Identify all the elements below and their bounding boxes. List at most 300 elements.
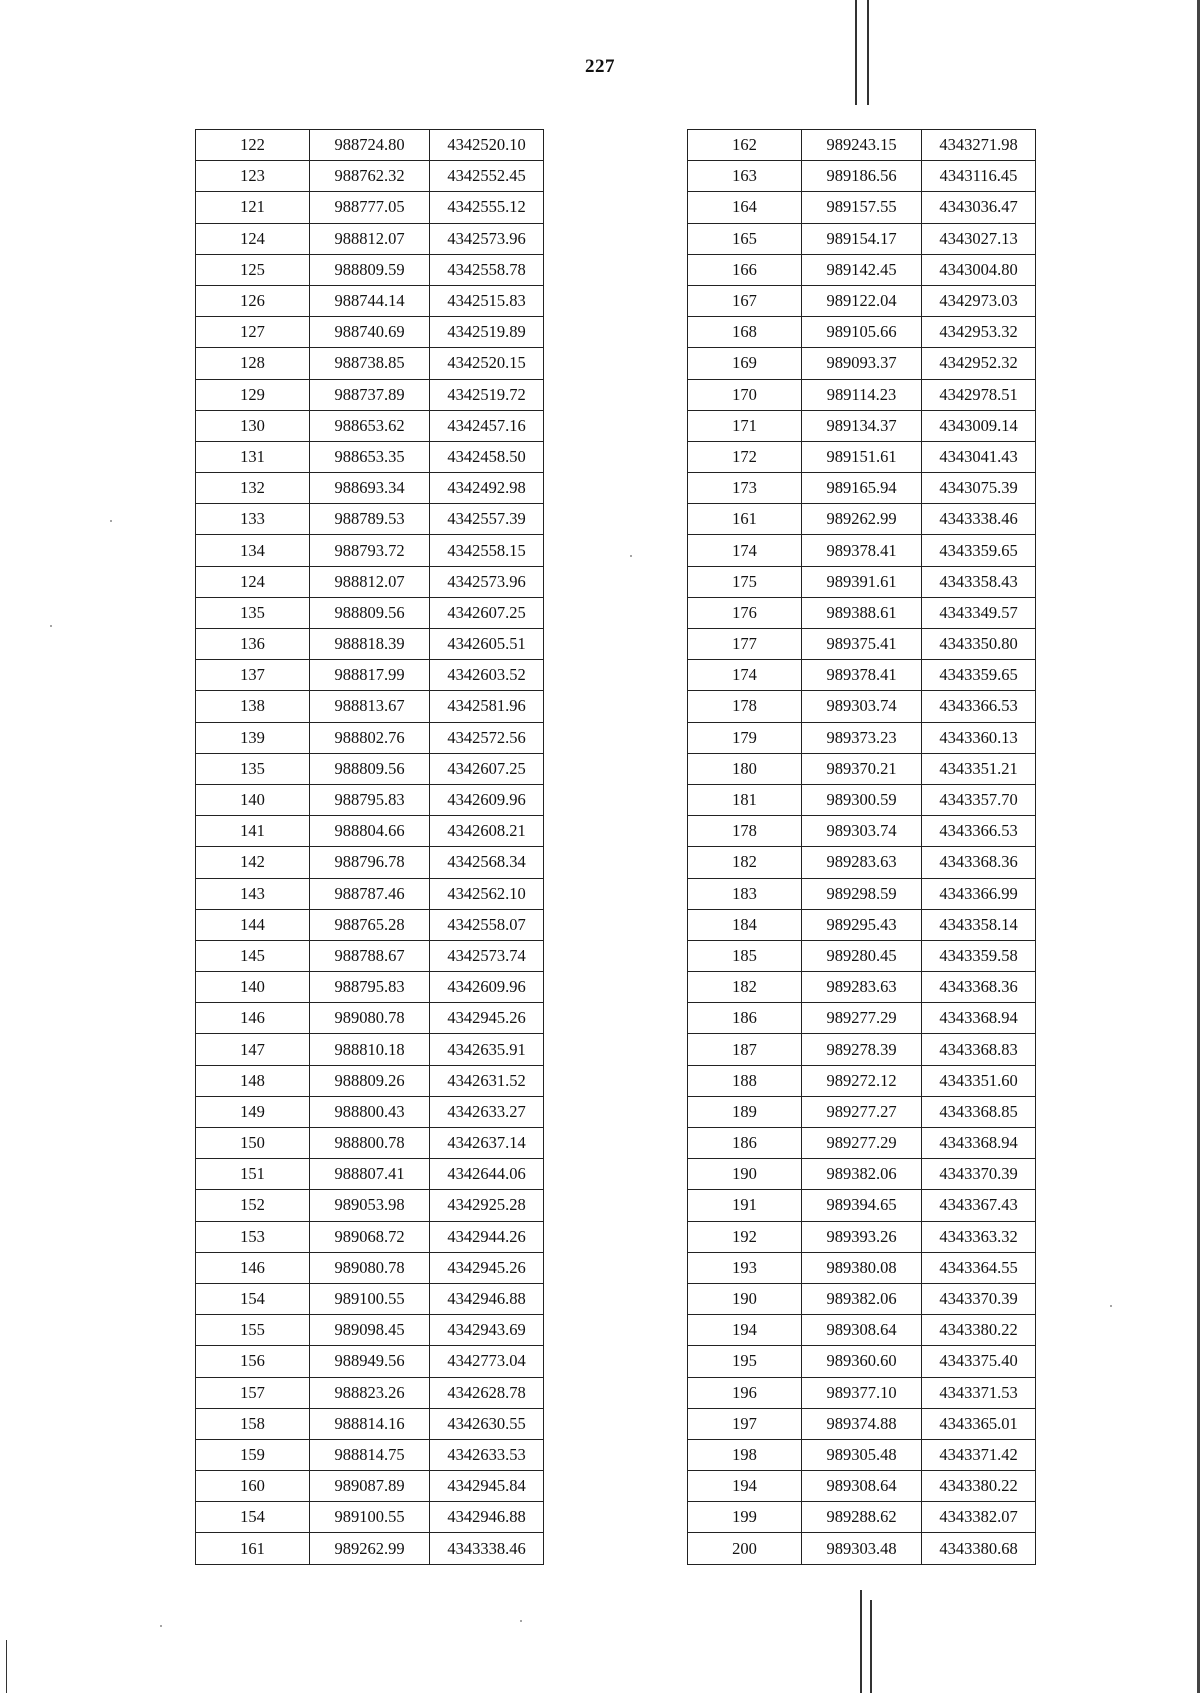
y-coordinate-cell: 4343027.13 <box>922 223 1036 254</box>
y-coordinate-cell: 4342773.04 <box>430 1346 544 1377</box>
y-coordinate-cell: 4342558.78 <box>430 254 544 285</box>
point-id-cell: 189 <box>688 1096 802 1127</box>
scan-binding-mark-top-b <box>867 0 869 105</box>
point-id-cell: 125 <box>196 254 310 285</box>
table-row <box>196 816 544 847</box>
table-row <box>688 660 1036 691</box>
y-coordinate-cell: 4343382.07 <box>922 1502 1036 1533</box>
x-coordinate-cell: 989262.99 <box>310 1533 430 1564</box>
point-id-cell: 163 <box>688 161 802 192</box>
table-row <box>688 1315 1036 1346</box>
x-coordinate-cell: 988795.83 <box>310 972 430 1003</box>
y-coordinate-cell: 4343351.21 <box>922 753 1036 784</box>
table-row <box>196 660 544 691</box>
point-id-cell: 190 <box>688 1283 802 1314</box>
x-coordinate-cell: 988809.59 <box>310 254 430 285</box>
x-coordinate-cell: 988813.67 <box>310 691 430 722</box>
y-coordinate-cell: 4342609.96 <box>430 784 544 815</box>
y-coordinate-cell: 4343380.68 <box>922 1533 1036 1564</box>
table-row <box>688 1065 1036 1096</box>
coordinates-table-left <box>195 129 544 1565</box>
point-id-cell: 154 <box>196 1502 310 1533</box>
table-row <box>196 254 544 285</box>
point-id-cell: 138 <box>196 691 310 722</box>
y-coordinate-cell: 4343366.53 <box>922 691 1036 722</box>
point-id-cell: 192 <box>688 1221 802 1252</box>
y-coordinate-cell: 4342635.91 <box>430 1034 544 1065</box>
y-coordinate-cell: 4343349.57 <box>922 597 1036 628</box>
x-coordinate-cell: 989098.45 <box>310 1315 430 1346</box>
y-coordinate-cell: 4342952.32 <box>922 348 1036 379</box>
y-coordinate-cell: 4342630.55 <box>430 1408 544 1439</box>
y-coordinate-cell: 4342973.03 <box>922 285 1036 316</box>
x-coordinate-cell: 988777.05 <box>310 192 430 223</box>
x-coordinate-cell: 988812.07 <box>310 223 430 254</box>
point-id-cell: 132 <box>196 473 310 504</box>
point-id-cell: 155 <box>196 1315 310 1346</box>
table-row <box>688 722 1036 753</box>
table-row <box>688 909 1036 940</box>
table-row <box>688 1502 1036 1533</box>
table-row <box>196 878 544 909</box>
y-coordinate-cell: 4343368.36 <box>922 972 1036 1003</box>
point-id-cell: 127 <box>196 317 310 348</box>
table-row <box>196 1471 544 1502</box>
point-id-cell: 195 <box>688 1346 802 1377</box>
x-coordinate-cell: 989305.48 <box>802 1439 922 1470</box>
x-coordinate-cell: 988814.16 <box>310 1408 430 1439</box>
x-coordinate-cell: 989308.64 <box>802 1315 922 1346</box>
x-coordinate-cell: 988793.72 <box>310 535 430 566</box>
table-row <box>196 629 544 660</box>
x-coordinate-cell: 989391.61 <box>802 566 922 597</box>
y-coordinate-cell: 4342520.15 <box>430 348 544 379</box>
y-coordinate-cell: 4343368.94 <box>922 1128 1036 1159</box>
y-coordinate-cell: 4342562.10 <box>430 878 544 909</box>
scan-speck <box>50 625 52 627</box>
table-row <box>688 348 1036 379</box>
point-id-cell: 172 <box>688 441 802 472</box>
scan-speck <box>520 1620 522 1622</box>
table-row <box>196 1128 544 1159</box>
x-coordinate-cell: 989295.43 <box>802 909 922 940</box>
y-coordinate-cell: 4342573.96 <box>430 223 544 254</box>
x-coordinate-cell: 989308.64 <box>802 1471 922 1502</box>
point-id-cell: 131 <box>196 441 310 472</box>
table-row <box>688 1471 1036 1502</box>
table-row <box>688 223 1036 254</box>
table-row <box>196 1346 544 1377</box>
x-coordinate-cell: 989151.61 <box>802 441 922 472</box>
point-id-cell: 185 <box>688 940 802 971</box>
table-row <box>196 535 544 566</box>
x-coordinate-cell: 988789.53 <box>310 504 430 535</box>
x-coordinate-cell: 988823.26 <box>310 1377 430 1408</box>
x-coordinate-cell: 988738.85 <box>310 348 430 379</box>
point-id-cell: 149 <box>196 1096 310 1127</box>
y-coordinate-cell: 4343368.94 <box>922 1003 1036 1034</box>
table-row <box>196 317 544 348</box>
y-coordinate-cell: 4342558.15 <box>430 535 544 566</box>
x-coordinate-cell: 989157.55 <box>802 192 922 223</box>
table-row <box>196 1408 544 1439</box>
coordinates-table-right <box>687 129 1036 1565</box>
x-coordinate-cell: 989375.41 <box>802 629 922 660</box>
table-row <box>688 566 1036 597</box>
x-coordinate-cell: 989068.72 <box>310 1221 430 1252</box>
y-coordinate-cell: 4343359.58 <box>922 940 1036 971</box>
x-coordinate-cell: 989277.29 <box>802 1003 922 1034</box>
point-id-cell: 196 <box>688 1377 802 1408</box>
x-coordinate-cell: 989303.74 <box>802 816 922 847</box>
y-coordinate-cell: 4343367.43 <box>922 1190 1036 1221</box>
table-row <box>196 473 544 504</box>
y-coordinate-cell: 4342631.52 <box>430 1065 544 1096</box>
x-coordinate-cell: 989283.63 <box>802 972 922 1003</box>
y-coordinate-cell: 4342603.52 <box>430 660 544 691</box>
point-id-cell: 121 <box>196 192 310 223</box>
x-coordinate-cell: 988744.14 <box>310 285 430 316</box>
point-id-cell: 198 <box>688 1439 802 1470</box>
table-row <box>196 1096 544 1127</box>
y-coordinate-cell: 4342568.34 <box>430 847 544 878</box>
x-coordinate-cell: 989105.66 <box>802 317 922 348</box>
table-row <box>688 753 1036 784</box>
point-id-cell: 126 <box>196 285 310 316</box>
table-row <box>196 847 544 878</box>
table-row <box>688 1439 1036 1470</box>
table-row <box>688 504 1036 535</box>
table-row <box>688 597 1036 628</box>
table-row <box>688 535 1036 566</box>
table-row <box>196 441 544 472</box>
x-coordinate-cell: 988693.34 <box>310 473 430 504</box>
y-coordinate-cell: 4343371.53 <box>922 1377 1036 1408</box>
y-coordinate-cell: 4343075.39 <box>922 473 1036 504</box>
table-row <box>196 1377 544 1408</box>
table-row <box>688 1377 1036 1408</box>
x-coordinate-cell: 989093.37 <box>802 348 922 379</box>
table-row <box>688 317 1036 348</box>
point-id-cell: 152 <box>196 1190 310 1221</box>
y-coordinate-cell: 4343359.65 <box>922 660 1036 691</box>
x-coordinate-cell: 989374.88 <box>802 1408 922 1439</box>
table-row <box>688 847 1036 878</box>
table-row <box>196 1252 544 1283</box>
table-row <box>196 909 544 940</box>
x-coordinate-cell: 988653.62 <box>310 410 430 441</box>
point-id-cell: 140 <box>196 972 310 1003</box>
table-row <box>688 691 1036 722</box>
x-coordinate-cell: 988653.35 <box>310 441 430 472</box>
point-id-cell: 175 <box>688 566 802 597</box>
table-row <box>688 192 1036 223</box>
x-coordinate-cell: 988814.75 <box>310 1439 430 1470</box>
y-coordinate-cell: 4343370.39 <box>922 1159 1036 1190</box>
y-coordinate-cell: 4343116.45 <box>922 161 1036 192</box>
table-row <box>688 878 1036 909</box>
point-id-cell: 178 <box>688 691 802 722</box>
x-coordinate-cell: 989154.17 <box>802 223 922 254</box>
point-id-cell: 159 <box>196 1439 310 1470</box>
y-coordinate-cell: 4343365.01 <box>922 1408 1036 1439</box>
y-coordinate-cell: 4342608.21 <box>430 816 544 847</box>
x-coordinate-cell: 989303.48 <box>802 1533 922 1564</box>
table-row <box>688 1346 1036 1377</box>
y-coordinate-cell: 4342944.26 <box>430 1221 544 1252</box>
point-id-cell: 135 <box>196 753 310 784</box>
x-coordinate-cell: 989186.56 <box>802 161 922 192</box>
x-coordinate-cell: 989114.23 <box>802 379 922 410</box>
x-coordinate-cell: 988740.69 <box>310 317 430 348</box>
y-coordinate-cell: 4342557.39 <box>430 504 544 535</box>
y-coordinate-cell: 4342519.89 <box>430 317 544 348</box>
y-coordinate-cell: 4342558.07 <box>430 909 544 940</box>
scan-left-edge-mark <box>6 1640 7 1693</box>
y-coordinate-cell: 4342519.72 <box>430 379 544 410</box>
x-coordinate-cell: 988795.83 <box>310 784 430 815</box>
y-coordinate-cell: 4342552.45 <box>430 161 544 192</box>
y-coordinate-cell: 4342607.25 <box>430 753 544 784</box>
point-id-cell: 179 <box>688 722 802 753</box>
x-coordinate-cell: 989100.55 <box>310 1502 430 1533</box>
point-id-cell: 168 <box>688 317 802 348</box>
point-id-cell: 142 <box>196 847 310 878</box>
table-row <box>196 1502 544 1533</box>
table-row <box>688 285 1036 316</box>
x-coordinate-cell: 989277.29 <box>802 1128 922 1159</box>
point-id-cell: 186 <box>688 1003 802 1034</box>
scan-binding-mark-top-a <box>855 0 857 105</box>
table-row <box>196 192 544 223</box>
y-coordinate-cell: 4342492.98 <box>430 473 544 504</box>
point-id-cell: 193 <box>688 1252 802 1283</box>
point-id-cell: 174 <box>688 660 802 691</box>
point-id-cell: 143 <box>196 878 310 909</box>
y-coordinate-cell: 4342605.51 <box>430 629 544 660</box>
x-coordinate-cell: 988796.78 <box>310 847 430 878</box>
point-id-cell: 167 <box>688 285 802 316</box>
y-coordinate-cell: 4343004.80 <box>922 254 1036 285</box>
point-id-cell: 130 <box>196 410 310 441</box>
point-id-cell: 153 <box>196 1221 310 1252</box>
x-coordinate-cell: 989280.45 <box>802 940 922 971</box>
table-row <box>688 1252 1036 1283</box>
table-row <box>688 1283 1036 1314</box>
point-id-cell: 146 <box>196 1003 310 1034</box>
y-coordinate-cell: 4342945.26 <box>430 1003 544 1034</box>
y-coordinate-cell: 4343366.53 <box>922 816 1036 847</box>
point-id-cell: 169 <box>688 348 802 379</box>
x-coordinate-cell: 988809.56 <box>310 753 430 784</box>
table-row <box>688 161 1036 192</box>
y-coordinate-cell: 4342633.53 <box>430 1439 544 1470</box>
table-row <box>196 940 544 971</box>
x-coordinate-cell: 988804.66 <box>310 816 430 847</box>
x-coordinate-cell: 988802.76 <box>310 722 430 753</box>
point-id-cell: 174 <box>688 535 802 566</box>
y-coordinate-cell: 4343360.13 <box>922 722 1036 753</box>
point-id-cell: 176 <box>688 597 802 628</box>
y-coordinate-cell: 4343370.39 <box>922 1283 1036 1314</box>
point-id-cell: 146 <box>196 1252 310 1283</box>
y-coordinate-cell: 4343338.46 <box>430 1533 544 1564</box>
table-row <box>196 348 544 379</box>
y-coordinate-cell: 4343359.65 <box>922 535 1036 566</box>
table-row <box>196 972 544 1003</box>
table-row <box>196 1034 544 1065</box>
table-row <box>196 1065 544 1096</box>
point-id-cell: 187 <box>688 1034 802 1065</box>
x-coordinate-cell: 989370.21 <box>802 753 922 784</box>
point-id-cell: 129 <box>196 379 310 410</box>
x-coordinate-cell: 989388.61 <box>802 597 922 628</box>
y-coordinate-cell: 4342978.51 <box>922 379 1036 410</box>
point-id-cell: 184 <box>688 909 802 940</box>
table-row <box>688 1003 1036 1034</box>
point-id-cell: 182 <box>688 847 802 878</box>
point-id-cell: 190 <box>688 1159 802 1190</box>
point-id-cell: 161 <box>688 504 802 535</box>
point-id-cell: 128 <box>196 348 310 379</box>
y-coordinate-cell: 4342581.96 <box>430 691 544 722</box>
point-id-cell: 178 <box>688 816 802 847</box>
point-id-cell: 188 <box>688 1065 802 1096</box>
point-id-cell: 134 <box>196 535 310 566</box>
point-id-cell: 162 <box>688 130 802 161</box>
point-id-cell: 156 <box>196 1346 310 1377</box>
table-row <box>196 379 544 410</box>
table-row <box>688 784 1036 815</box>
y-coordinate-cell: 4342573.74 <box>430 940 544 971</box>
x-coordinate-cell: 989382.06 <box>802 1283 922 1314</box>
point-id-cell: 147 <box>196 1034 310 1065</box>
y-coordinate-cell: 4343371.42 <box>922 1439 1036 1470</box>
point-id-cell: 164 <box>688 192 802 223</box>
point-id-cell: 124 <box>196 223 310 254</box>
y-coordinate-cell: 4342520.10 <box>430 130 544 161</box>
y-coordinate-cell: 4342946.88 <box>430 1283 544 1314</box>
table-row <box>196 691 544 722</box>
x-coordinate-cell: 988809.56 <box>310 597 430 628</box>
table-row <box>688 1408 1036 1439</box>
y-coordinate-cell: 4342925.28 <box>430 1190 544 1221</box>
y-coordinate-cell: 4343358.14 <box>922 909 1036 940</box>
point-id-cell: 181 <box>688 784 802 815</box>
y-coordinate-cell: 4342628.78 <box>430 1377 544 1408</box>
table-row <box>688 379 1036 410</box>
point-id-cell: 170 <box>688 379 802 410</box>
table-row <box>196 504 544 535</box>
point-id-cell: 165 <box>688 223 802 254</box>
y-coordinate-cell: 4342609.96 <box>430 972 544 1003</box>
table-row <box>196 1283 544 1314</box>
table-row <box>196 1315 544 1346</box>
y-coordinate-cell: 4342943.69 <box>430 1315 544 1346</box>
x-coordinate-cell: 989283.63 <box>802 847 922 878</box>
x-coordinate-cell: 988818.39 <box>310 629 430 660</box>
table-row <box>688 629 1036 660</box>
table-row <box>688 1034 1036 1065</box>
x-coordinate-cell: 988787.46 <box>310 878 430 909</box>
x-coordinate-cell: 988800.78 <box>310 1128 430 1159</box>
y-coordinate-cell: 4343358.43 <box>922 566 1036 597</box>
coordinates-table-left-body <box>196 130 544 1565</box>
y-coordinate-cell: 4343357.70 <box>922 784 1036 815</box>
y-coordinate-cell: 4342637.14 <box>430 1128 544 1159</box>
table-row <box>196 161 544 192</box>
point-id-cell: 166 <box>688 254 802 285</box>
y-coordinate-cell: 4343350.80 <box>922 629 1036 660</box>
scan-binding-mark-bottom-b <box>870 1600 872 1693</box>
table-row <box>196 597 544 628</box>
point-id-cell: 182 <box>688 972 802 1003</box>
point-id-cell: 177 <box>688 629 802 660</box>
x-coordinate-cell: 989122.04 <box>802 285 922 316</box>
x-coordinate-cell: 989288.62 <box>802 1502 922 1533</box>
y-coordinate-cell: 4342515.83 <box>430 285 544 316</box>
table-row <box>688 1096 1036 1127</box>
table-row <box>196 1439 544 1470</box>
point-id-cell: 154 <box>196 1283 310 1314</box>
x-coordinate-cell: 988800.43 <box>310 1096 430 1127</box>
x-coordinate-cell: 988809.26 <box>310 1065 430 1096</box>
table-row <box>196 1221 544 1252</box>
table-row <box>688 254 1036 285</box>
table-row <box>196 566 544 597</box>
table-row <box>688 473 1036 504</box>
y-coordinate-cell: 4342573.96 <box>430 566 544 597</box>
y-coordinate-cell: 4342572.56 <box>430 722 544 753</box>
x-coordinate-cell: 989053.98 <box>310 1190 430 1221</box>
table-row <box>688 441 1036 472</box>
point-id-cell: 124 <box>196 566 310 597</box>
x-coordinate-cell: 989394.65 <box>802 1190 922 1221</box>
x-coordinate-cell: 988724.80 <box>310 130 430 161</box>
x-coordinate-cell: 989080.78 <box>310 1252 430 1283</box>
x-coordinate-cell: 989380.08 <box>802 1252 922 1283</box>
x-coordinate-cell: 989100.55 <box>310 1283 430 1314</box>
x-coordinate-cell: 989278.39 <box>802 1034 922 1065</box>
x-coordinate-cell: 988788.67 <box>310 940 430 971</box>
y-coordinate-cell: 4342945.84 <box>430 1471 544 1502</box>
point-id-cell: 140 <box>196 784 310 815</box>
table-row <box>196 130 544 161</box>
x-coordinate-cell: 989303.74 <box>802 691 922 722</box>
scan-speck <box>110 520 112 522</box>
table-row <box>196 1533 544 1564</box>
table-row <box>688 940 1036 971</box>
point-id-cell: 157 <box>196 1377 310 1408</box>
table-row <box>688 410 1036 441</box>
point-id-cell: 122 <box>196 130 310 161</box>
table-row <box>196 285 544 316</box>
point-id-cell: 191 <box>688 1190 802 1221</box>
x-coordinate-cell: 989382.06 <box>802 1159 922 1190</box>
x-coordinate-cell: 988810.18 <box>310 1034 430 1065</box>
x-coordinate-cell: 989373.23 <box>802 722 922 753</box>
x-coordinate-cell: 989298.59 <box>802 878 922 909</box>
point-id-cell: 158 <box>196 1408 310 1439</box>
y-coordinate-cell: 4343380.22 <box>922 1471 1036 1502</box>
x-coordinate-cell: 989262.99 <box>802 504 922 535</box>
x-coordinate-cell: 989378.41 <box>802 660 922 691</box>
table-row <box>196 1159 544 1190</box>
y-coordinate-cell: 4343009.14 <box>922 410 1036 441</box>
page-number: 227 <box>585 56 615 77</box>
y-coordinate-cell: 4343366.99 <box>922 878 1036 909</box>
point-id-cell: 197 <box>688 1408 802 1439</box>
